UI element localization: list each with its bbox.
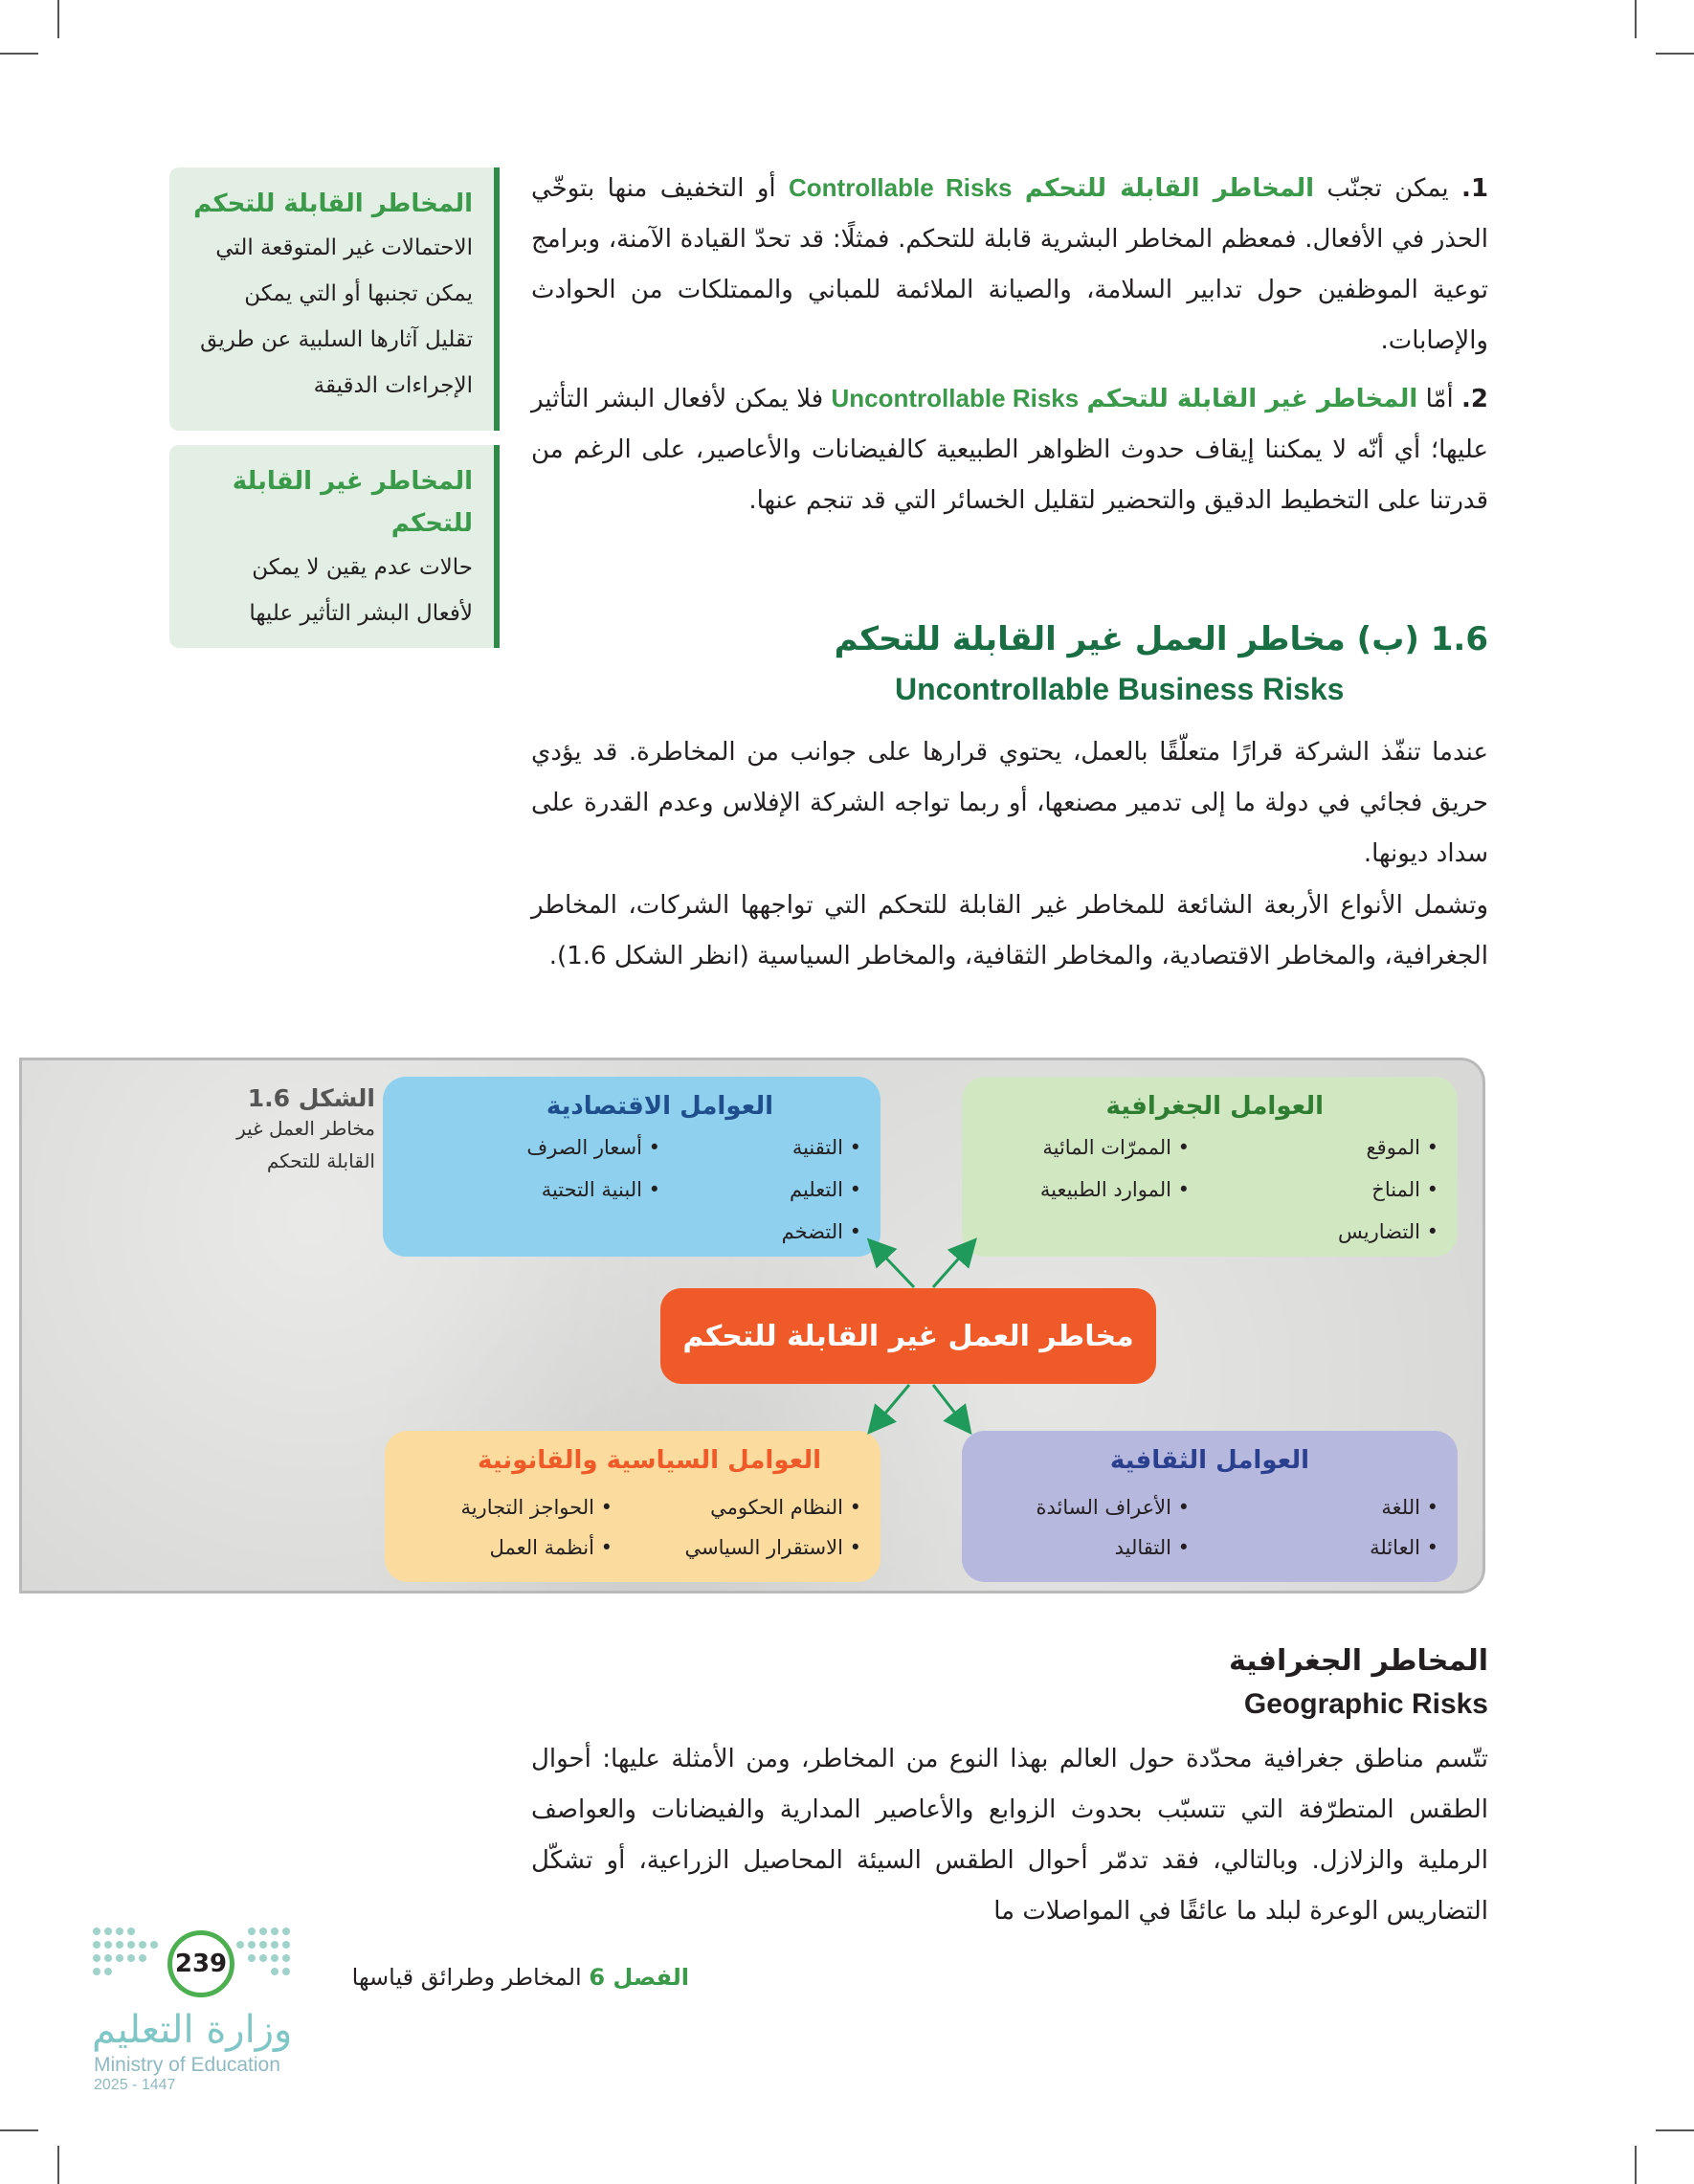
definition-line: لأفعال البشر التأثير عليها: [249, 601, 473, 626]
crop-mark: [1656, 2129, 1694, 2131]
definition-box-controllable: [169, 167, 500, 431]
definition-line: يمكن تجنبها أو التي يمكن: [244, 281, 473, 306]
bullet-item: • التعليم: [789, 1178, 861, 1201]
bullet-item: • الحواجز التجارية: [460, 1496, 613, 1519]
bullet-item: • الممرّات المائية: [1042, 1136, 1190, 1159]
definition-line: الاحتمالات غير المتوقعة التي: [215, 235, 473, 260]
definition-line: الإجراءات الدقيقة: [313, 373, 473, 398]
chapter-title: المخاطر وطرائق قياسها: [351, 1964, 582, 1991]
bullet-item: • البنية التحتية: [541, 1178, 660, 1201]
bullet-item: • التضخم: [781, 1220, 861, 1243]
ministry-logo-year: 2025 - 1447: [94, 2077, 176, 2093]
crop-mark: [0, 2129, 38, 2131]
bullet-item: • التقنية: [791, 1136, 861, 1159]
box-title: العوامل السياسية والقانونية: [478, 1446, 821, 1475]
crop-mark: [57, 0, 59, 38]
highlight-term-en: Uncontrollable Risks: [831, 384, 1080, 412]
definition-title: المخاطر غير القابلة: [232, 467, 473, 496]
bullet-item: • الأعراف السائدة: [1036, 1496, 1190, 1519]
highlight-term: المخاطر القابلة للتحكم: [1024, 174, 1315, 203]
definition-title: المخاطر القابلة للتحكم: [193, 189, 473, 218]
subsection-title: المخاطر الجغرافية: [1228, 1644, 1488, 1678]
center-node: مخاطر العمل غير القابلة للتحكم: [660, 1288, 1156, 1384]
econ-factors-box: [383, 1077, 880, 1257]
list-text: يمكن تجنّب: [1314, 174, 1449, 203]
bullet-item: • التضاريس: [1338, 1220, 1438, 1243]
chapter-label: الفصل 6: [589, 1964, 689, 1991]
bullet-item: • اللغة: [1381, 1496, 1438, 1519]
list-text: أمّا: [1417, 385, 1454, 413]
bullet-item: • العائلة: [1370, 1536, 1438, 1559]
definition-box-uncontrollable: [169, 445, 500, 648]
bullet-item: • الموارد الطبيعية: [1039, 1178, 1190, 1201]
list-number: 1.: [1461, 174, 1489, 203]
list-number: 2.: [1461, 385, 1488, 413]
bullet-item: • التقاليد: [1114, 1536, 1190, 1559]
figure-caption-line: القابلة للتحكم: [266, 1149, 375, 1172]
list-text: أو التخفيف منها بتوخّي الحذر في الأفعال. فمعظم المخاطر البشرية قابلة للتحكم. فمثلًا: قد تحدّ القيادة الآمنة، وبرامج توعية الموظفين حول تدابير السلامة، والصيانة الملائمة للمباني والممتلكات من الحوادث والإصابات.: [531, 174, 1488, 355]
geo-factors-box: [962, 1077, 1458, 1257]
figure-caption: [236, 1084, 375, 1177]
highlight-term-en: Controllable Risks: [789, 173, 1013, 202]
politics-factors-box: [385, 1431, 880, 1582]
box-title: العوامل الاقتصادية: [546, 1092, 773, 1121]
section-title: 1.6 (ب) مخاطر العمل غير القابلة للتحكم: [834, 620, 1488, 658]
ministry-logo-ar: وزارة التعليم: [92, 2008, 293, 2052]
ministry-logo-en: Ministry of Education: [94, 2054, 280, 2076]
bullet-item: • النظام الحكومي: [710, 1496, 861, 1519]
list-item-2: [531, 373, 1488, 526]
bullet-item: • الاستقرار السياسي: [684, 1536, 861, 1559]
section-paragraph: عندما تنفّذ الشركة قرارًا متعلّقًا بالعمل، يحتوي قرارها على جوانب من المخاطرة. قد يؤدي حريق فجائي في دولة ما إلى تدمير مصنعها، أو ربما تواجه الشركة الإفلاس وعدم القدرة على سداد ديونها.: [531, 738, 1488, 868]
list-item-1: [531, 163, 1488, 367]
figure-caption-line: مخاطر العمل غير: [236, 1117, 375, 1140]
culture-factors-box: [962, 1431, 1458, 1582]
footer-chapter: [352, 1964, 689, 1991]
section-title-en: Uncontrollable Business Risks: [895, 672, 1345, 706]
crop-mark: [1635, 2146, 1637, 2184]
bullet-item: • المناخ: [1371, 1178, 1438, 1201]
bullet-item: • أسعار الصرف: [526, 1136, 660, 1159]
definition-title: للتحكم: [390, 509, 473, 538]
section-paragraph: وتشمل الأنواع الأربعة الشائعة للمخاطر غير القابلة للتحكم التي تواجهها الشركات، المخاطر الجغرافية، والمخاطر الاقتصادية، والمخاطر الثقافية، والمخاطر السياسية (انظر الشكل 1.6).: [531, 891, 1488, 970]
figure-caption-title: الشكل 1.6: [247, 1084, 375, 1112]
box-title: العوامل الثقافية: [1109, 1446, 1309, 1475]
crop-mark: [1656, 53, 1694, 55]
definition-line: حالات عدم يقين لا يمكن: [252, 555, 473, 580]
page-number: 239: [167, 1930, 234, 1997]
bullet-item: • الموقع: [1366, 1136, 1438, 1159]
crop-mark: [57, 2146, 59, 2184]
list-text: فلا يمكن لأفعال البشر التأثير عليها؛ أي أنّه لا يمكننا إيقاف حدوث الظواهر الطبيعية كالفيضانات والأعاصير، على الرغم من قدرتنا على التخطيط الدقيق والتحضير لتقليل الخسائر التي قد تنجم عنها.: [531, 385, 1488, 515]
bullet-item: • أنظمة العمل: [489, 1536, 613, 1559]
crop-mark: [0, 53, 38, 55]
box-title: العوامل الجغرافية: [1105, 1092, 1324, 1121]
subsection-paragraph: تتّسم مناطق جغرافية محدّدة حول العالم بهذا النوع من المخاطر، ومن الأمثلة عليها: أحوال الطقس المتطرّفة التي تتسبّب بحدوث الزوابع والأعاصير المدارية والفيضانات والعواصف الرملية والزلازل. وبالتالي، فقد تدمّر أحوال الطقس السيئة المحاصيل الزراعية، أو تشكّل التضاريس الوعرة لبلد ما عائقًا في المواصلات ما: [531, 1745, 1488, 1926]
highlight-term: المخاطر غير القابلة للتحكم: [1086, 385, 1418, 413]
subsection-title-en: Geographic Risks: [1243, 1688, 1488, 1720]
crop-mark: [1635, 0, 1637, 38]
definition-line: تقليل آثارها السلبية عن طريق: [200, 327, 473, 352]
